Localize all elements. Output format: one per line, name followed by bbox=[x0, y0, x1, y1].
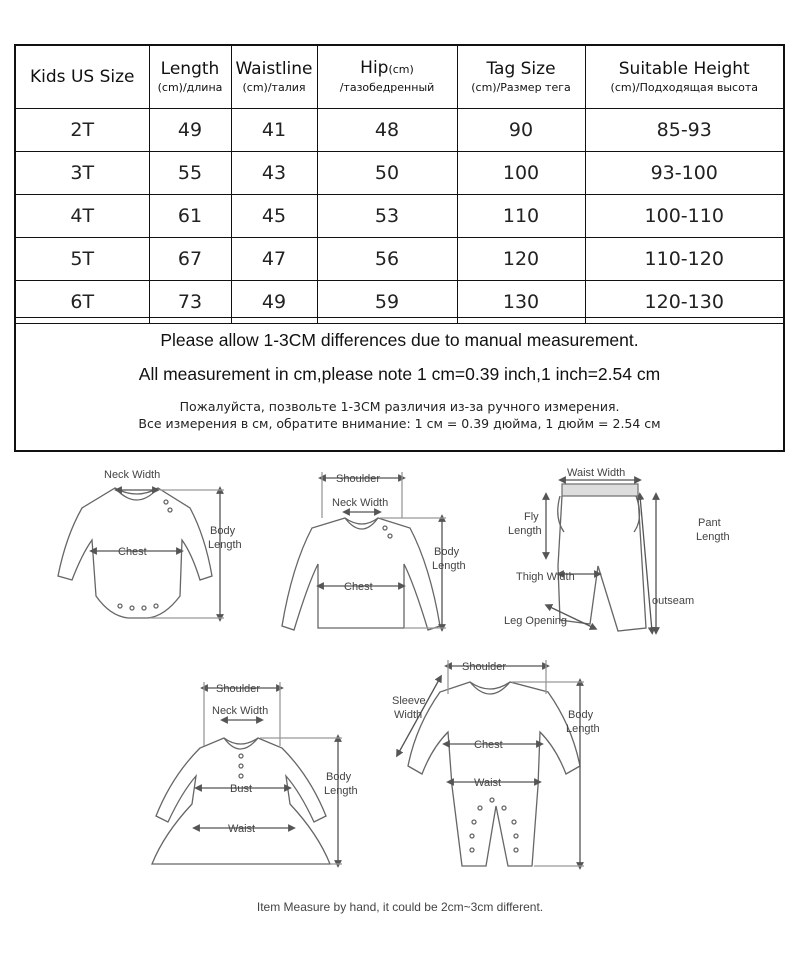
cell-height: 85-93 bbox=[585, 109, 783, 152]
table-row bbox=[16, 109, 783, 152]
dress-shoulder-label: Shoulder bbox=[216, 683, 261, 695]
cell-waistline: 49 bbox=[231, 281, 317, 324]
cell-waistline: 45 bbox=[231, 195, 317, 238]
shirt-outline bbox=[282, 518, 440, 630]
dress-waist-label: Waist bbox=[228, 823, 256, 835]
header-tag-size: Tag Size (cm)/Размер тега bbox=[457, 46, 585, 109]
bodysuit-body-label-1: Body bbox=[210, 525, 236, 537]
measurement-diagrams bbox=[0, 456, 800, 916]
romper-outline bbox=[408, 682, 580, 866]
cell-height: 100-110 bbox=[585, 195, 783, 238]
bodysuit-body-label-2: Length bbox=[208, 539, 242, 551]
shirt-diagram bbox=[282, 472, 446, 630]
cell-length: 73 bbox=[149, 281, 231, 324]
romper-waist-label: Waist bbox=[474, 777, 502, 789]
cell-length: 49 bbox=[149, 109, 231, 152]
cell-size: 4T bbox=[16, 195, 149, 238]
cell-tag-size: 130 bbox=[457, 281, 585, 324]
pants-pant-label-2: Length bbox=[696, 531, 730, 543]
cell-height: 93-100 bbox=[585, 152, 783, 195]
pants-waist-label: Waist Width bbox=[567, 467, 626, 479]
table-row bbox=[16, 238, 783, 281]
pants-fly-label-2: Length bbox=[508, 525, 542, 537]
cell-waistline: 47 bbox=[231, 238, 317, 281]
pants-outseam-label: outseam bbox=[652, 595, 695, 607]
pants-leg-label: Leg Opening bbox=[504, 615, 567, 627]
shirt-chest-label: Chest bbox=[344, 581, 373, 593]
cell-hip: 56 bbox=[317, 238, 457, 281]
cell-tag-size: 110 bbox=[457, 195, 585, 238]
shirt-body-label-1: Body bbox=[434, 546, 460, 558]
header-size: Kids US Size bbox=[16, 46, 149, 109]
note-russian bbox=[16, 398, 783, 432]
note-russian-tolerance: Пожалуйста, позвольте 1-3CM различия из-за ручного измерения. bbox=[179, 399, 620, 414]
shirt-neck-label: Neck Width bbox=[332, 497, 389, 509]
romper-body-label-2: Length bbox=[566, 723, 600, 735]
dress-neck-label: Neck Width bbox=[212, 705, 269, 717]
table-header-row bbox=[16, 46, 783, 109]
cell-length: 55 bbox=[149, 152, 231, 195]
pants-waistband bbox=[562, 484, 638, 496]
note-russian-conversion: Все измерения в см, обратите внимание: 1 см = 0.39 дюйма, 1 дюйм = 2.54 см bbox=[138, 416, 661, 431]
pants-pant-label-1: Pant bbox=[698, 517, 721, 529]
romper-diagram bbox=[398, 660, 584, 866]
cell-size: 5T bbox=[16, 238, 149, 281]
cell-waistline: 43 bbox=[231, 152, 317, 195]
romper-sleeve-label-1: Sleeve bbox=[392, 695, 426, 707]
cell-tag-size: 120 bbox=[457, 238, 585, 281]
pants-outline bbox=[558, 496, 646, 631]
size-chart bbox=[14, 44, 785, 452]
cell-height: 110-120 bbox=[585, 238, 783, 281]
header-waistline: Waistline (cm)/талия bbox=[231, 46, 317, 109]
note-conversion: All measurement in cm,please note 1 cm=0.39 inch,1 inch=2.54 cm bbox=[138, 364, 661, 384]
cell-hip: 50 bbox=[317, 152, 457, 195]
dress-bust-label: Bust bbox=[230, 783, 253, 795]
dress-outline bbox=[152, 738, 330, 864]
measurement-notes bbox=[16, 317, 783, 450]
cell-waistline: 41 bbox=[231, 109, 317, 152]
romper-body-label-1: Body bbox=[568, 709, 594, 721]
cell-size: 6T bbox=[16, 281, 149, 324]
size-table bbox=[16, 46, 783, 324]
cell-tag-size: 90 bbox=[457, 109, 585, 152]
romper-shoulder-label: Shoulder bbox=[462, 661, 507, 673]
cell-hip: 53 bbox=[317, 195, 457, 238]
romper-collar bbox=[470, 682, 510, 694]
header-hip: Hip(cm) /тазобедренный bbox=[317, 46, 457, 109]
cell-height: 120-130 bbox=[585, 281, 783, 324]
romper-chest-label: Chest bbox=[474, 739, 503, 751]
table-row bbox=[16, 195, 783, 238]
shirt-body-label-2: Length bbox=[432, 560, 466, 572]
cell-length: 61 bbox=[149, 195, 231, 238]
cell-size: 2T bbox=[16, 109, 149, 152]
cell-size: 3T bbox=[16, 152, 149, 195]
bodysuit-neck-label: Neck Width bbox=[104, 469, 161, 481]
bodysuit-chest-label: Chest bbox=[118, 546, 147, 558]
cell-length: 67 bbox=[149, 238, 231, 281]
header-length: Length (cm)/длина bbox=[149, 46, 231, 109]
romper-sleeve-label-2: Width bbox=[394, 709, 423, 721]
diagram-labels bbox=[104, 467, 730, 835]
dress-body-label-2: Length bbox=[324, 785, 358, 797]
header-suitable-height: Suitable Height (cm)/Подходящая высота bbox=[585, 46, 783, 109]
cell-tag-size: 100 bbox=[457, 152, 585, 195]
pants-thigh-label: Thigh Width bbox=[516, 571, 575, 583]
cell-hip: 59 bbox=[317, 281, 457, 324]
pants-diagram bbox=[546, 480, 656, 631]
dress-body-label-1: Body bbox=[326, 771, 352, 783]
shirt-shoulder-label: Shoulder bbox=[336, 473, 381, 485]
cell-hip: 48 bbox=[317, 109, 457, 152]
note-tolerance: Please allow 1-3CM differences due to manual measurement. bbox=[160, 330, 639, 350]
table-row bbox=[16, 152, 783, 195]
pants-fly-label-1: Fly bbox=[524, 511, 539, 523]
footer-note: Item Measure by hand, it could be 2cm~3cm different. bbox=[256, 900, 544, 914]
